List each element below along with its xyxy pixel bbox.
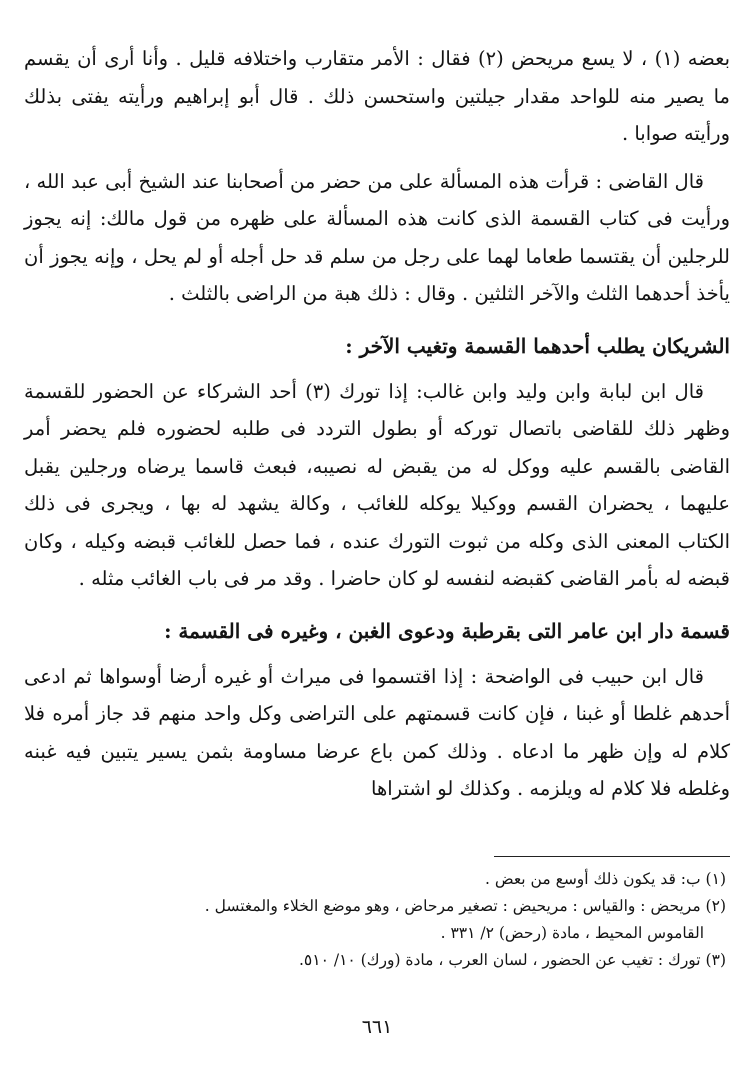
footnote-2 (24, 893, 732, 947)
page-body (24, 40, 730, 808)
paragraph-4: قال ابن حبيب فى الواضحة : إذا اقتسموا فى ميراث أو غيره أرضا أوسواها ثم ادعى أحدهم غلطا أو غبنا ، فإن كانت قسمتهم على التراضى وكل واحد منهم قد جاز أمره فلا كلام له وإن ظهر ما ادعاه . وذلك كمن باع عرضا مساومة بثمن يسير يتبين فيه غبنه وغلطه فلا كلام له ويلزمه . وكذلك لو اشتراها (24, 664, 730, 800)
footnotes (24, 866, 732, 974)
paragraph-2: قال القاضى : قرأت هذه المسألة على من حضر من أصحابنا عند الشيخ أبى عبد الله ، ورأيت فى كتاب القسمة الذى كانت هذه المسألة على ظهره من قول مالك: إنه يجوز للرجلين أن يقتسما طعاما لهما على رجل من سلم قد حل أجله أو لم يحل ، وإنه يجوز أن يأخذ أحدهما الثلث والآخر الثلثين . وقال : ذلك هبة من الراضى بالثلث . (24, 169, 730, 305)
paragraph-3: قال ابن لبابة وابن وليد وابن غالب: إذا تورك (٣) أحد الشركاء عن الحضور للقسمة وظهر ذلك للقاضى باتصال توركه أو بطول التردد فى طلبه لحضوره فلم يحضر أمر القاضى بالقسم عليه ووكل له من يقبض له نصيبه، فبعث قاسما يرضاه ورجلين يقبل عليهما ، يحضران القسم ووكيلا يوكله للغائب ، وكالة يشهد له بها ، ويجرى فى ذلك الكتاب المعنى الذى وكله من ثبوت التورك عنده ، فما حصل للغائب قبضه وكيله ، وكان قبضه له بأمر القاضى كقبضه لنفسه لو كان حاضرا . وقد مر فى باب الغائب مثله . (24, 379, 730, 590)
paragraph-1: بعضه (١) ، لا يسع مريحض (٢) فقال : الأمر متقارب واختلافه قليل . وأنا أرى أن يقسم ما يصير منه للواحد مقدار جيلتين واستحسن ذلك . قال أبو إبراهيم ورأيته يفتى بذلك ورأيته صوابا . (24, 47, 730, 145)
footnote-2-text: (٢) مريحض : والقياس : مريحيض : تصغير مرحاض ، وهو موضع الخلاء والمغتسل . (204, 897, 726, 915)
footnote-1-text: (١) ب: قد يكون ذلك أوسع من بعض . (484, 870, 726, 888)
footnote-3 (24, 947, 732, 974)
footnote-1 (24, 866, 732, 893)
footnote-divider (494, 856, 730, 857)
footnote-3-text: (٣) تورك : تغيب عن الحضور ، لسان العرب ، مادة (ورك) ١٠/ ٥١٠. (298, 951, 726, 969)
page-number: ٦٦١ (361, 1016, 393, 1038)
footnote-2-continuation: القاموس المحيط ، مادة (رحض) ٢/ ٣٣١ . (440, 924, 704, 942)
section-heading-1: الشريكان يطلب أحدهما القسمة وتغيب الآخر : (345, 333, 730, 358)
section-heading-2: قسمة دار ابن عامر التى بقرطبة ودعوى الغبن ، وغيره فى القسمة : (164, 618, 730, 643)
